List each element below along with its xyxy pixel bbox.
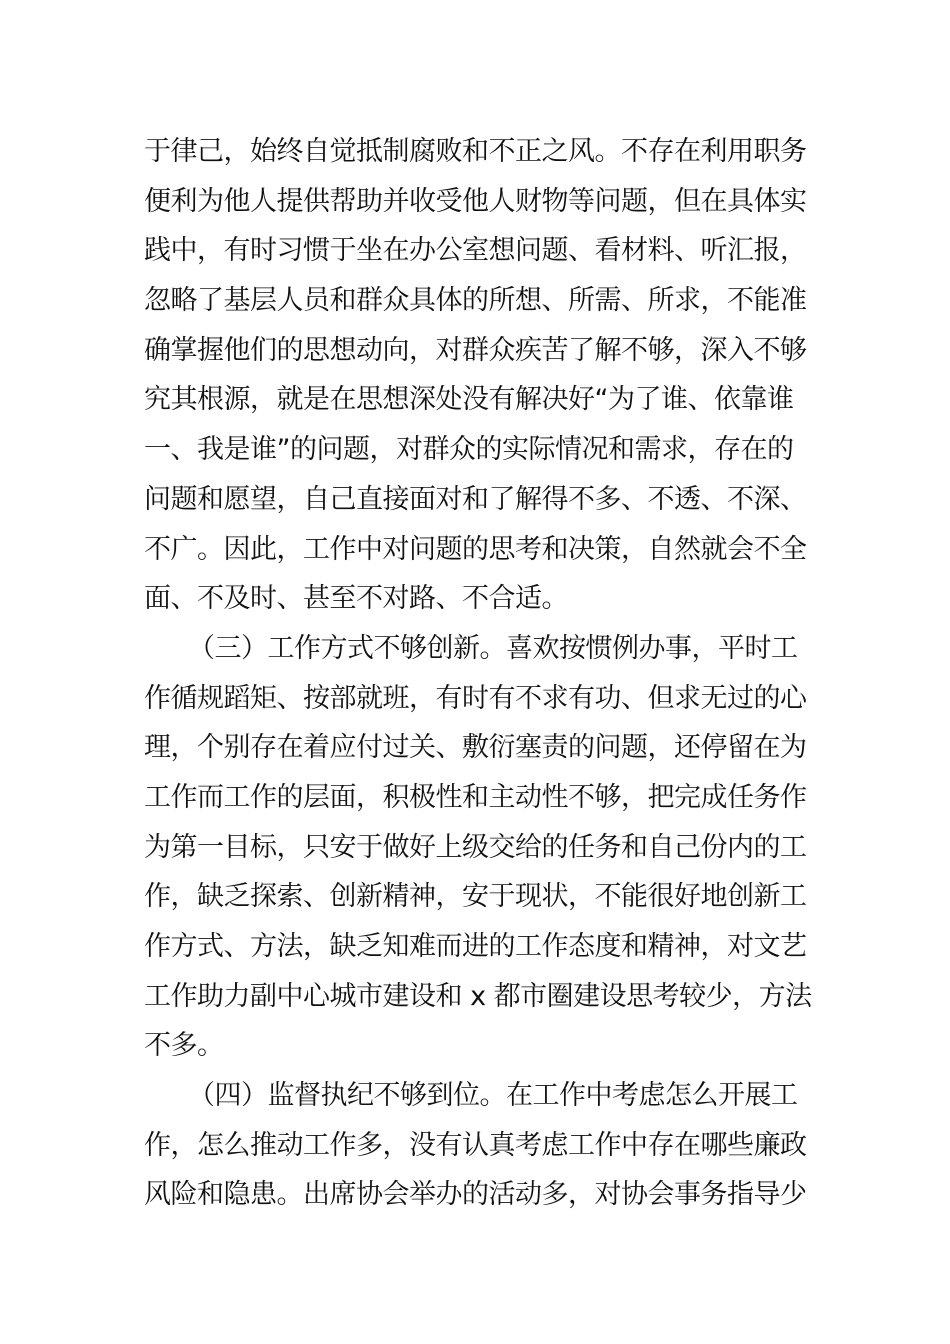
text-line: 践中，有时习惯于坐在办公室想问题、看材料、听汇报， bbox=[144, 235, 807, 267]
text-line: 作方式、方法，缺乏知难而进的工作态度和精神，对文艺 bbox=[144, 931, 807, 962]
text-line: 不广。因此，工作中对问题的思考和决策，自然就会不全 bbox=[144, 533, 807, 565]
text-line: 究其根源，就是在思想深处没有解决好“为了谁、依靠谁 bbox=[144, 384, 794, 416]
text-line: 确掌握他们的思想动向，对群众疾苦了解不够，深入不够 bbox=[144, 334, 807, 366]
text-line: 问题和愿望，自己直接面对和了解得不多、不透、不深、 bbox=[144, 483, 807, 515]
text-line: 作，怎么推动工作多，没有认真考虑工作中存在哪些廉政 bbox=[144, 1129, 807, 1161]
text-line: 忽略了基层人员和群众具体的所想、所需、所求，不能准 bbox=[144, 285, 807, 317]
text-line: 工作而工作的层面，积极性和主动性不够，把完成任务作 bbox=[144, 781, 807, 813]
text-line: 作循规蹈矩、按部就班，有时有不求有功、但求无过的心 bbox=[144, 682, 807, 714]
text-line: 于律己，始终自觉抵制腐败和不正之风。不存在利用职务 bbox=[144, 136, 807, 167]
text-line: 不多。 bbox=[144, 1030, 224, 1062]
text-line: 作，缺乏探索、创新精神，安于现状，不能很好地创新工 bbox=[144, 881, 807, 913]
text-line: 便利为他人提供帮助并收受他人财物等问题，但在具体实 bbox=[144, 185, 807, 217]
section-heading-line: （三）工作方式不够创新。喜欢按惯例办事，平时工 bbox=[188, 632, 798, 664]
document-body bbox=[144, 127, 814, 1220]
text-line: 一、我是谁”的问题，对群众的实际情况和需求，存在的 bbox=[144, 434, 794, 466]
text-line: 面、不及时、甚至不对路、不合适。 bbox=[144, 583, 568, 615]
text-line: 工作助力副中心城市建设和 x 都市圈建设思考较少，方法 bbox=[144, 980, 812, 1012]
text-line: 风险和隐患。出席协会举办的活动多，对协会事务指导少 bbox=[144, 1179, 807, 1211]
text-line: 为第一目标，只安于做好上级交给的任务和自己份内的工 bbox=[144, 831, 807, 863]
section-heading-line: （四）监督执纪不够到位。在工作中考虑怎么开展工 bbox=[188, 1080, 798, 1112]
text-line: 理，个别存在着应付过关、敷衍塞责的问题，还停留在为 bbox=[144, 732, 807, 764]
